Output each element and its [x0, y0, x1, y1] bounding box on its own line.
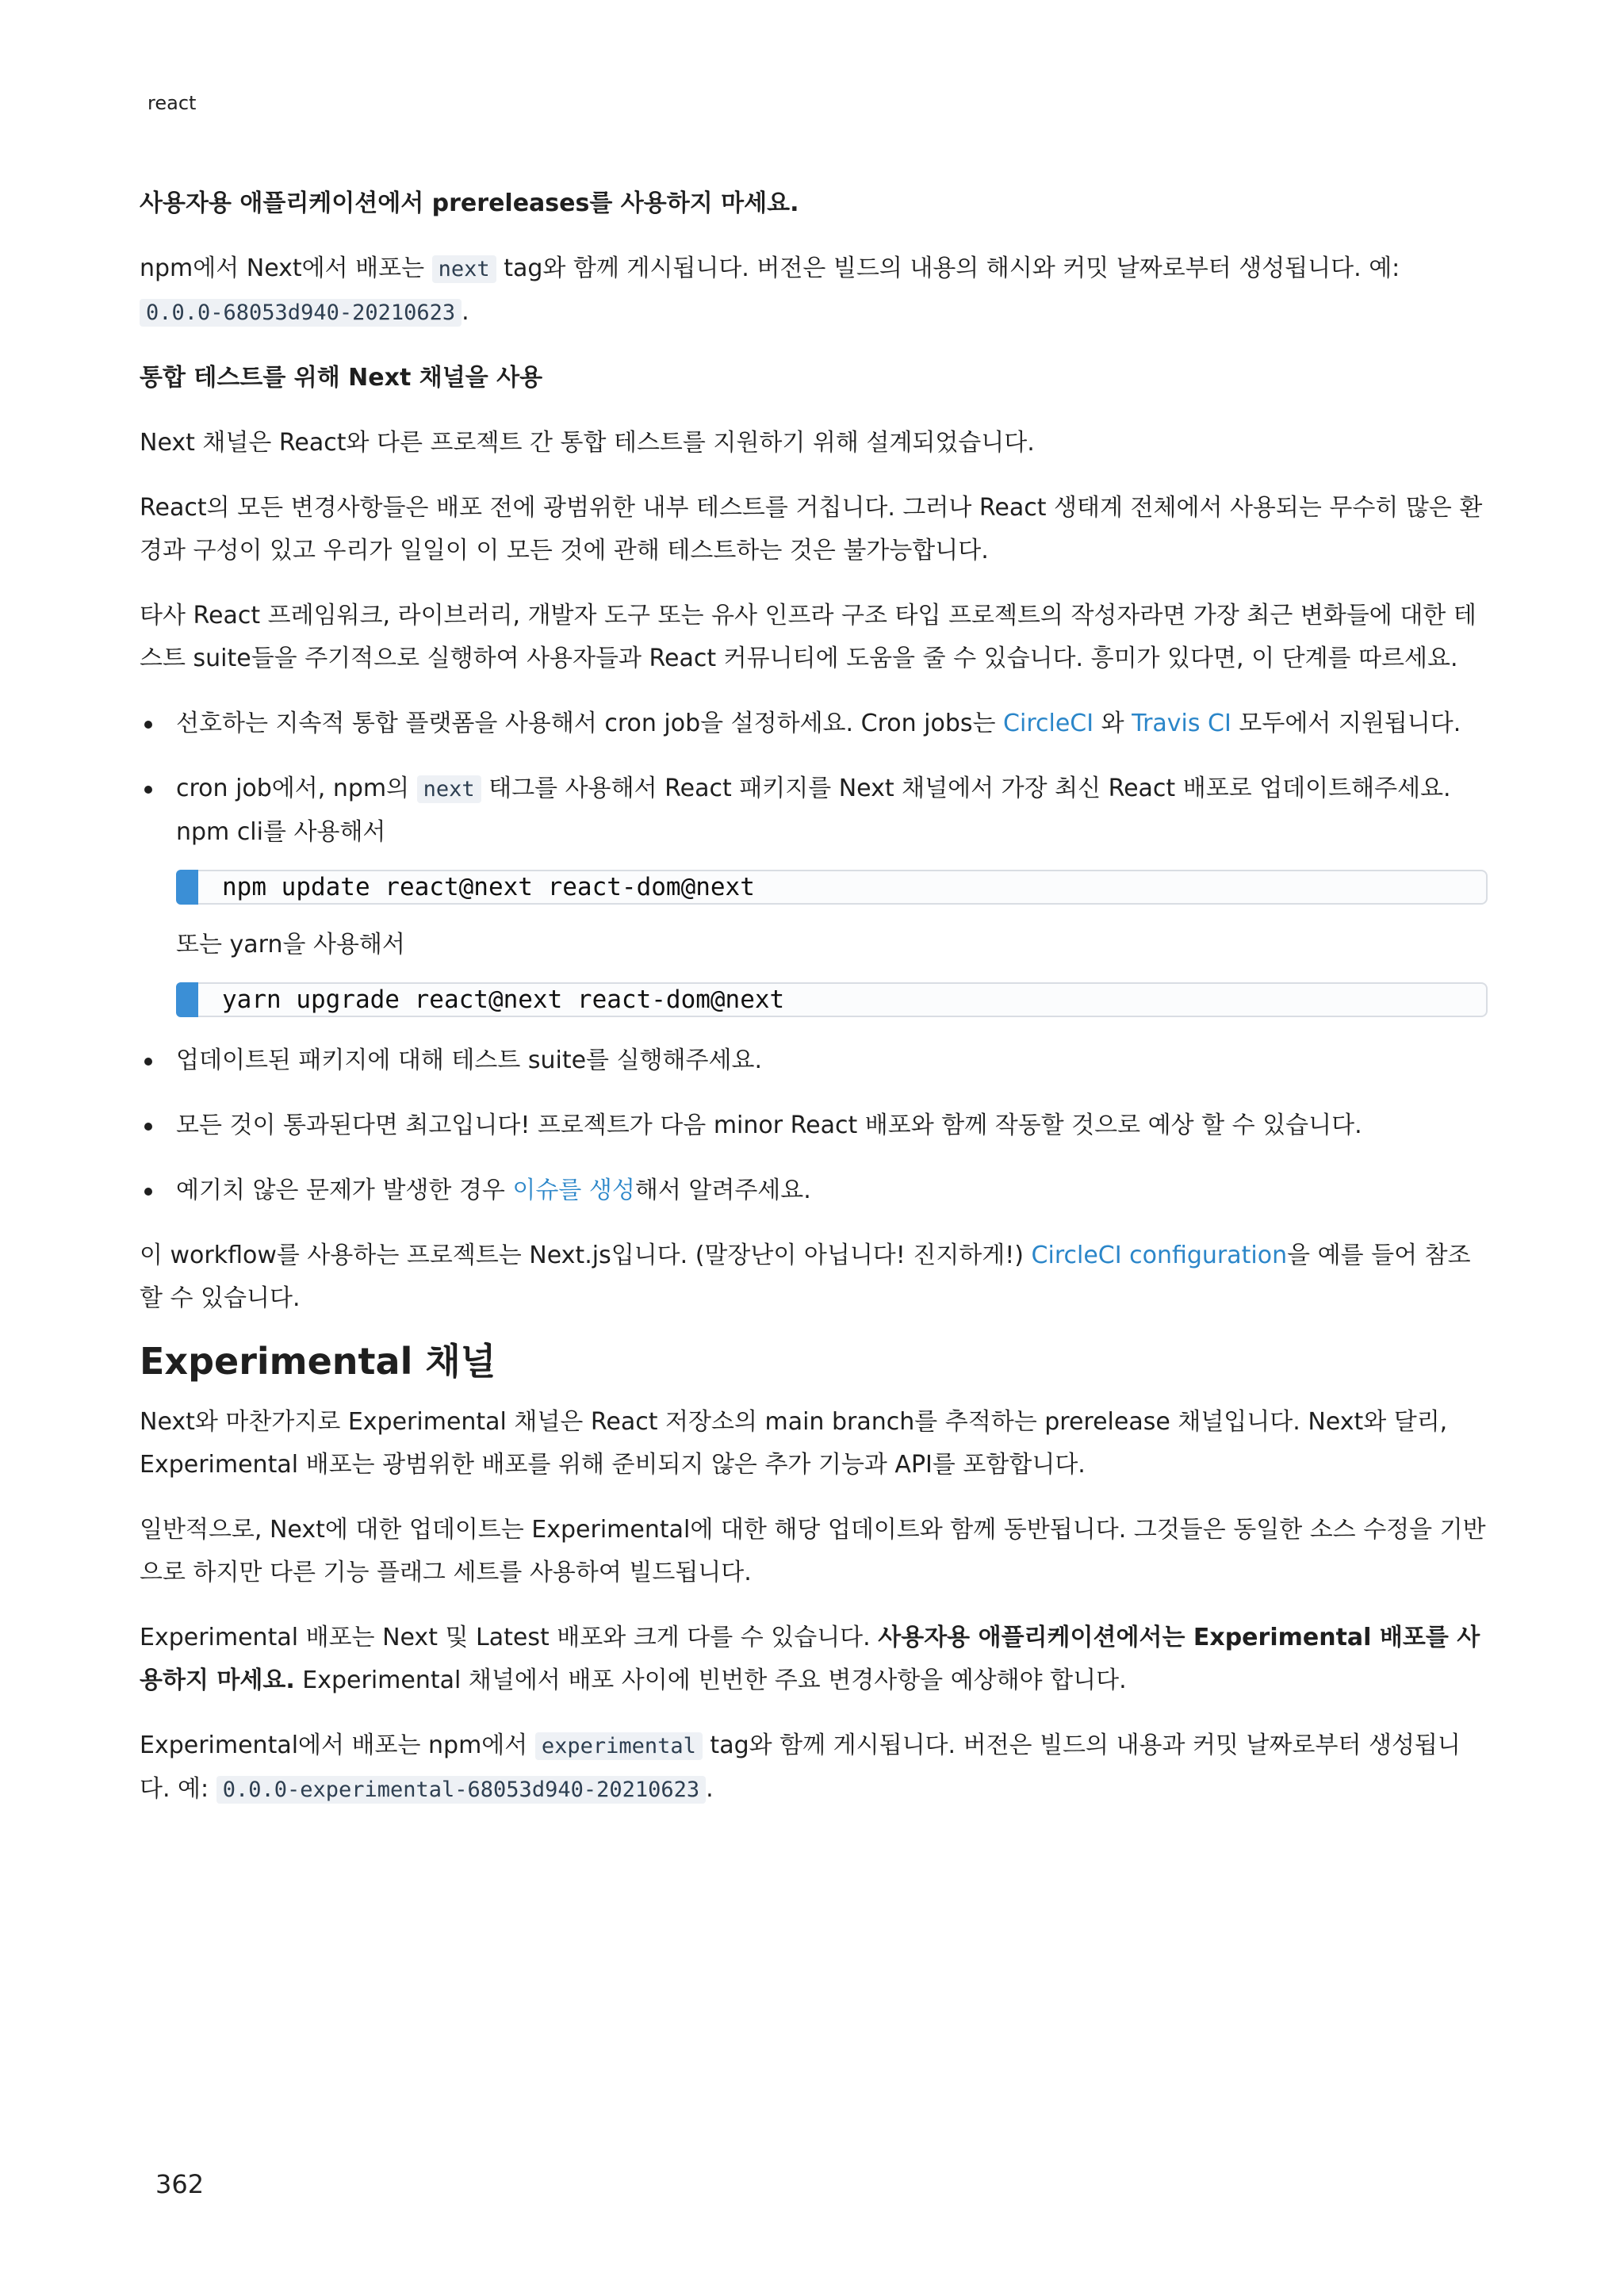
warning-post: 를 사용하지 마세요.: [589, 189, 799, 217]
workflow-pre: 이 workflow를 사용하는 프로젝트는 Next.js입니다. (말장난이 아닙니다! 진지하게!): [140, 1242, 1032, 1269]
warning-pre: 사용자용 애플리케이션에서: [140, 189, 432, 217]
next-tag-code: next: [417, 775, 481, 803]
page-number: 362: [155, 2169, 205, 2199]
circleci-configuration-link[interactable]: CircleCI configuration: [1031, 1242, 1288, 1269]
code-block-marker: [176, 870, 198, 905]
p3-post: Experimental 채널에서 배포 사이에 빈번한 주요 변경사항을 예상해야 합니다.: [294, 1667, 1127, 1694]
bullet1-mid: 와: [1094, 710, 1132, 737]
bullet2-pre: cron job에서, npm의: [176, 775, 417, 802]
yarn-command: yarn upgrade react@next react-dom@next: [222, 985, 785, 1014]
p4-mid: tag와 함께 게시됩니다. 버전은 빌드의 내용과 커밋 날짜로부터 생성됩니다. 예:: [140, 1732, 1461, 1803]
workflow-post: 을 예를 들어 참조할 수 있습니다.: [140, 1242, 1471, 1312]
p4-pre: Experimental에서 배포는 npm에서: [140, 1732, 535, 1759]
p3-pre: Experimental 배포는 Next 및 Latest 배포와 크게 다를 수 있습니다.: [140, 1624, 879, 1651]
experimental-p4: [140, 1724, 1488, 1812]
list-item: 모든 것이 통과된다면 최고입니다! 프로젝트가 다음 minor React 배포와 함께 작동할 것으로 예상 할 수 있습니다.: [140, 1104, 1488, 1147]
experimental-p2: 일반적으로, Next에 대한 업데이트는 Experimental에 대한 해당 업데이트와 함께 동반됩니다. 그것들은 동일한 소스 수정을 기반으로 하지만 다른 기능 플래그 세트를 사용하여 빌드됩니다.: [140, 1516, 1486, 1586]
integration-p1: Next 채널은 React와 다른 프로젝트 간 통합 테스트를 지원하기 위해 설계되었습니다.: [140, 429, 1035, 457]
bullet1-pre: 선호하는 지속적 통합 플랫폼을 사용해서 cron job을 설정하세요. Cron jobs는: [176, 710, 1004, 737]
integration-p3: 타사 React 프레임워크, 라이브러리, 개발자 도구 또는 유사 인프라 구조 타입 프로젝트의 작성자라면 가장 최근 변화들에 대한 테스트 suite들을 주기적으로 실행하여 사용자들과 React 커뮤니티에 도움을 줄 수 있습니다. 흥미가 있다면, 이 단계를 따르세요.: [140, 602, 1477, 672]
p4-end: .: [706, 1775, 714, 1803]
prerelease-warning: [140, 182, 1488, 225]
bullet2-post: 태그를 사용해서 React 패키지를 Next 채널에서 가장 최신 React 배포로 업데이트해주세요. npm cli를 사용해서: [176, 775, 1451, 846]
circleci-link[interactable]: CircleCI: [1003, 710, 1094, 737]
or-yarn-text: 또는 yarn을 사용해서: [176, 931, 405, 959]
workflow-paragraph: [140, 1234, 1488, 1320]
npm-next-paragraph: [140, 247, 1488, 335]
travis-ci-link[interactable]: Travis CI: [1132, 710, 1231, 737]
npm-end: .: [462, 298, 469, 326]
list-item: [140, 767, 1488, 1017]
list-item: [140, 1169, 1488, 1212]
experimental-tag-code: experimental: [535, 1732, 703, 1760]
warning-bold: prereleases: [431, 189, 590, 217]
experimental-p1: Next와 마찬가지로 Experimental 채널은 React 저장소의 main branch를 추적하는 prerelease 채널입니다. Next와 달리, Experimental 배포는 광범위한 배포를 위해 준비되지 않은 추가 기능과 API를 포함합니다.: [140, 1408, 1448, 1479]
code-block-marker: [176, 982, 198, 1017]
npm-text-2: tag와 함께 게시됩니다. 버전은 빌드의 내용의 해시와 커밋 날짜로부터 생성됩니다. 예:: [496, 254, 1400, 282]
experimental-version-code: 0.0.0-experimental-68053d940-20210623: [216, 1776, 706, 1804]
create-issue-link[interactable]: 이슈를 생성: [512, 1177, 635, 1204]
list-item: [140, 702, 1488, 745]
yarn-command-block[interactable]: [176, 982, 1488, 1017]
bullet5-post: 해서 알려주세요.: [634, 1177, 811, 1204]
running-head: react: [147, 92, 197, 114]
next-tag-code: next: [432, 255, 496, 283]
experimental-heading: Experimental 채널: [140, 1340, 496, 1383]
experimental-p3: [140, 1617, 1488, 1702]
p3-bold-warning: 사용자용 애플리케이션에서는 Experimental 배포를 사용하지 마세요.: [140, 1624, 1480, 1694]
bullet1-post: 모두에서 지원됩니다.: [1231, 710, 1461, 737]
integration-heading: 통합 테스트를 위해 Next 채널을 사용: [140, 364, 543, 392]
npm-text-1: npm에서 Next에서 배포는: [140, 254, 432, 282]
list-item: 업데이트된 패키지에 대해 테스트 suite를 실행해주세요.: [140, 1039, 1488, 1082]
integration-steps: [140, 702, 1488, 1212]
next-version-code: 0.0.0-68053d940-20210623: [140, 299, 462, 327]
npm-command: npm update react@next react-dom@next: [222, 873, 755, 901]
page-content: [140, 182, 1488, 1812]
npm-command-block[interactable]: [176, 870, 1488, 905]
bullet5-pre: 예기치 않은 문제가 발생한 경우: [176, 1177, 513, 1204]
integration-p2: React의 모든 변경사항들은 배포 전에 광범위한 내부 테스트를 거칩니다. 그러나 React 생태계 전체에서 사용되는 무수히 많은 환경과 구성이 있고 우리가 일일이 이 모든 것에 관해 테스트하는 것은 불가능합니다.: [140, 494, 1483, 564]
